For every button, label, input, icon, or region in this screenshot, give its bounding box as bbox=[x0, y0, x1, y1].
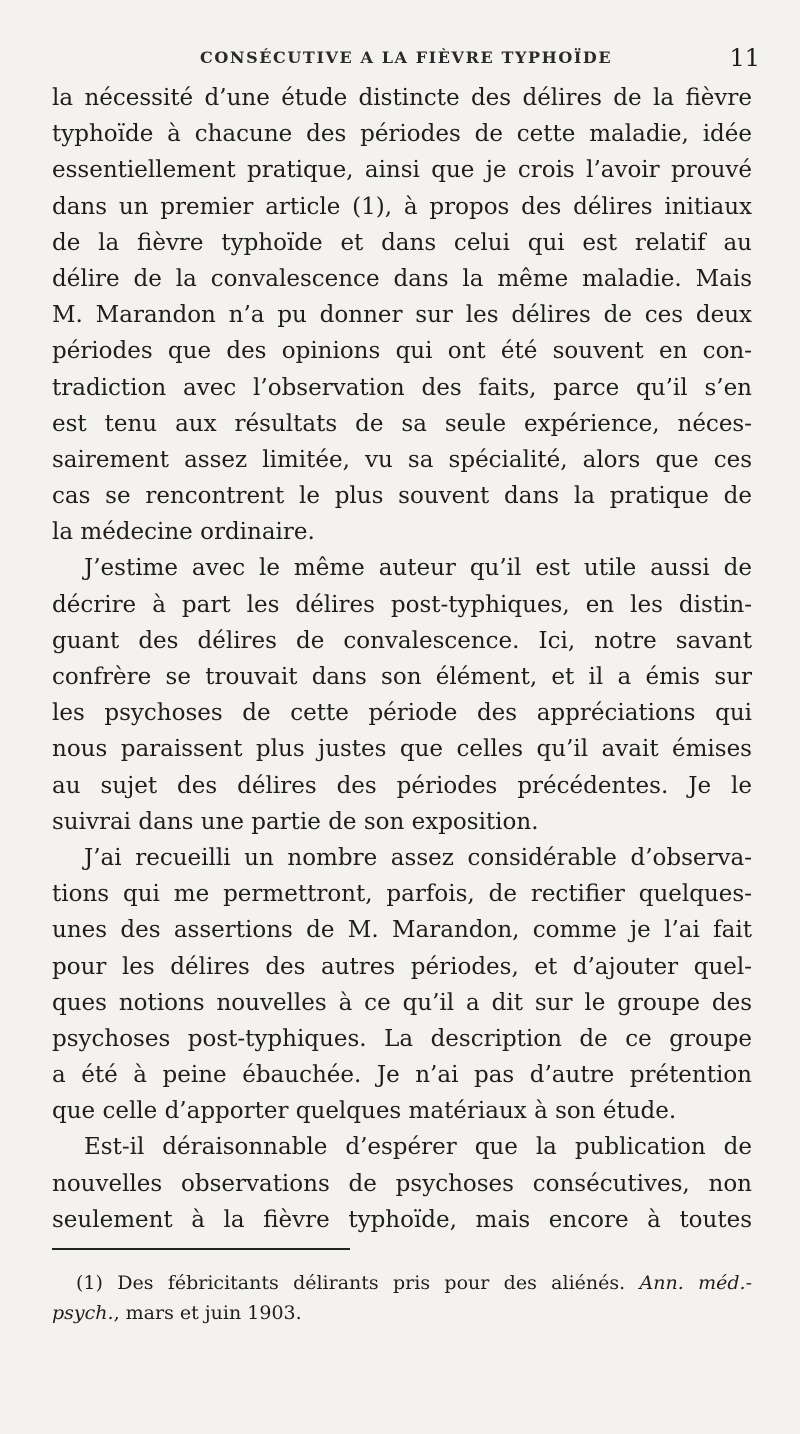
paragraph-end-line: que celle d’apporter quelques matériaux à son étude. bbox=[52, 1098, 677, 1125]
text-line: psychoses post-typhiques. La description de ce groupe bbox=[52, 1025, 752, 1052]
footnote-journal-cont: psych. bbox=[52, 1302, 114, 1324]
footnote-line-2 bbox=[52, 1298, 752, 1328]
text-line: dans un premier article (1), à propos des délires initiaux bbox=[52, 193, 752, 220]
text-line: confrère se trouvait dans son élément, et il a émis sur bbox=[52, 664, 752, 690]
running-head: CONSÉCUTIVE A LA FIÈVRE TYPHOÏDE bbox=[200, 48, 613, 67]
text-line: pour les délires des autres périodes, et d’ajouter quel- bbox=[52, 953, 752, 980]
text-line: seulement à la fièvre typhoïde, mais encore à toutes bbox=[52, 1206, 752, 1233]
text-line: M. Marandon n’a pu donner sur les délires de ces deux bbox=[52, 302, 752, 329]
footnote-citation: (1) Des fébricitants délirants pris pour des aliénés. bbox=[76, 1272, 626, 1294]
text-line: ques notions nouvelles à ce qu’il a dit sur le groupe des bbox=[52, 989, 752, 1016]
footnote bbox=[52, 1268, 752, 1328]
text-line: la nécessité d’une étude distincte des délires de la fièvre bbox=[52, 85, 752, 111]
paragraph-end-line: suivrai dans une partie de son exposition. bbox=[52, 808, 539, 835]
text-line: de la fièvre typhoïde et dans celui qui est relatif au bbox=[52, 229, 752, 256]
text-line: les psychoses de cette période des appréciations qui bbox=[52, 700, 752, 727]
paragraph-start-line: Est-il déraisonnable d’espérer que la publication de bbox=[84, 1134, 752, 1161]
text-line: est tenu aux résultats de sa seule expérience, néces- bbox=[52, 410, 752, 437]
footnote-line-1 bbox=[52, 1268, 752, 1298]
footnote-rule bbox=[52, 1248, 350, 1250]
text-line: guant des délires de convalescence. Ici, notre savant bbox=[52, 627, 752, 654]
footnote-date: , mars et juin 1903. bbox=[113, 1302, 302, 1324]
text-line: au sujet des délires des périodes précédentes. Je le bbox=[52, 772, 752, 799]
text-line: décrire à part les délires post-typhiques, en les distin- bbox=[52, 591, 752, 618]
text-line: nouvelles observations de psychoses consécutives, non bbox=[52, 1170, 752, 1197]
text-line: unes des assertions de M. Marandon, comme je l’ai fait bbox=[52, 917, 752, 944]
paragraph-start-line: J’estime avec le même auteur qu’il est utile aussi de bbox=[84, 555, 752, 582]
text-line: essentiellement pratique, ainsi que je crois l’avoir prouvé bbox=[52, 157, 752, 184]
text-line: délire de la convalescence dans la même maladie. Mais bbox=[52, 265, 752, 292]
page-number: 11 bbox=[729, 44, 760, 72]
text-line: périodes que des opinions qui ont été souvent en con- bbox=[52, 338, 752, 365]
body-text bbox=[52, 80, 752, 1238]
text-line: a été à peine ébauchée. Je n’ai pas d’autre prétention bbox=[52, 1062, 752, 1089]
text-line: sairement assez limitée, vu sa spécialité, alors que ces bbox=[52, 446, 752, 473]
footnote-journal: Ann. méd.- bbox=[639, 1272, 752, 1294]
paragraph-start-line: J’ai recueilli un nombre assez considérable d’observa- bbox=[84, 844, 752, 871]
text-line: typhoïde à chacune des périodes de cette maladie, idée bbox=[52, 121, 752, 148]
text-line: tradiction avec l’observation des faits, parce qu’il s’en bbox=[52, 374, 752, 401]
text-line: tions qui me permettront, parfois, de rectifier quelques- bbox=[52, 881, 752, 908]
paragraph-end-line: la médecine ordinaire. bbox=[52, 519, 315, 546]
text-line: nous paraissent plus justes que celles qu’il avait émises bbox=[52, 736, 752, 763]
page-header bbox=[200, 44, 760, 72]
text-line: cas se rencontrent le plus souvent dans la pratique de bbox=[52, 483, 752, 510]
